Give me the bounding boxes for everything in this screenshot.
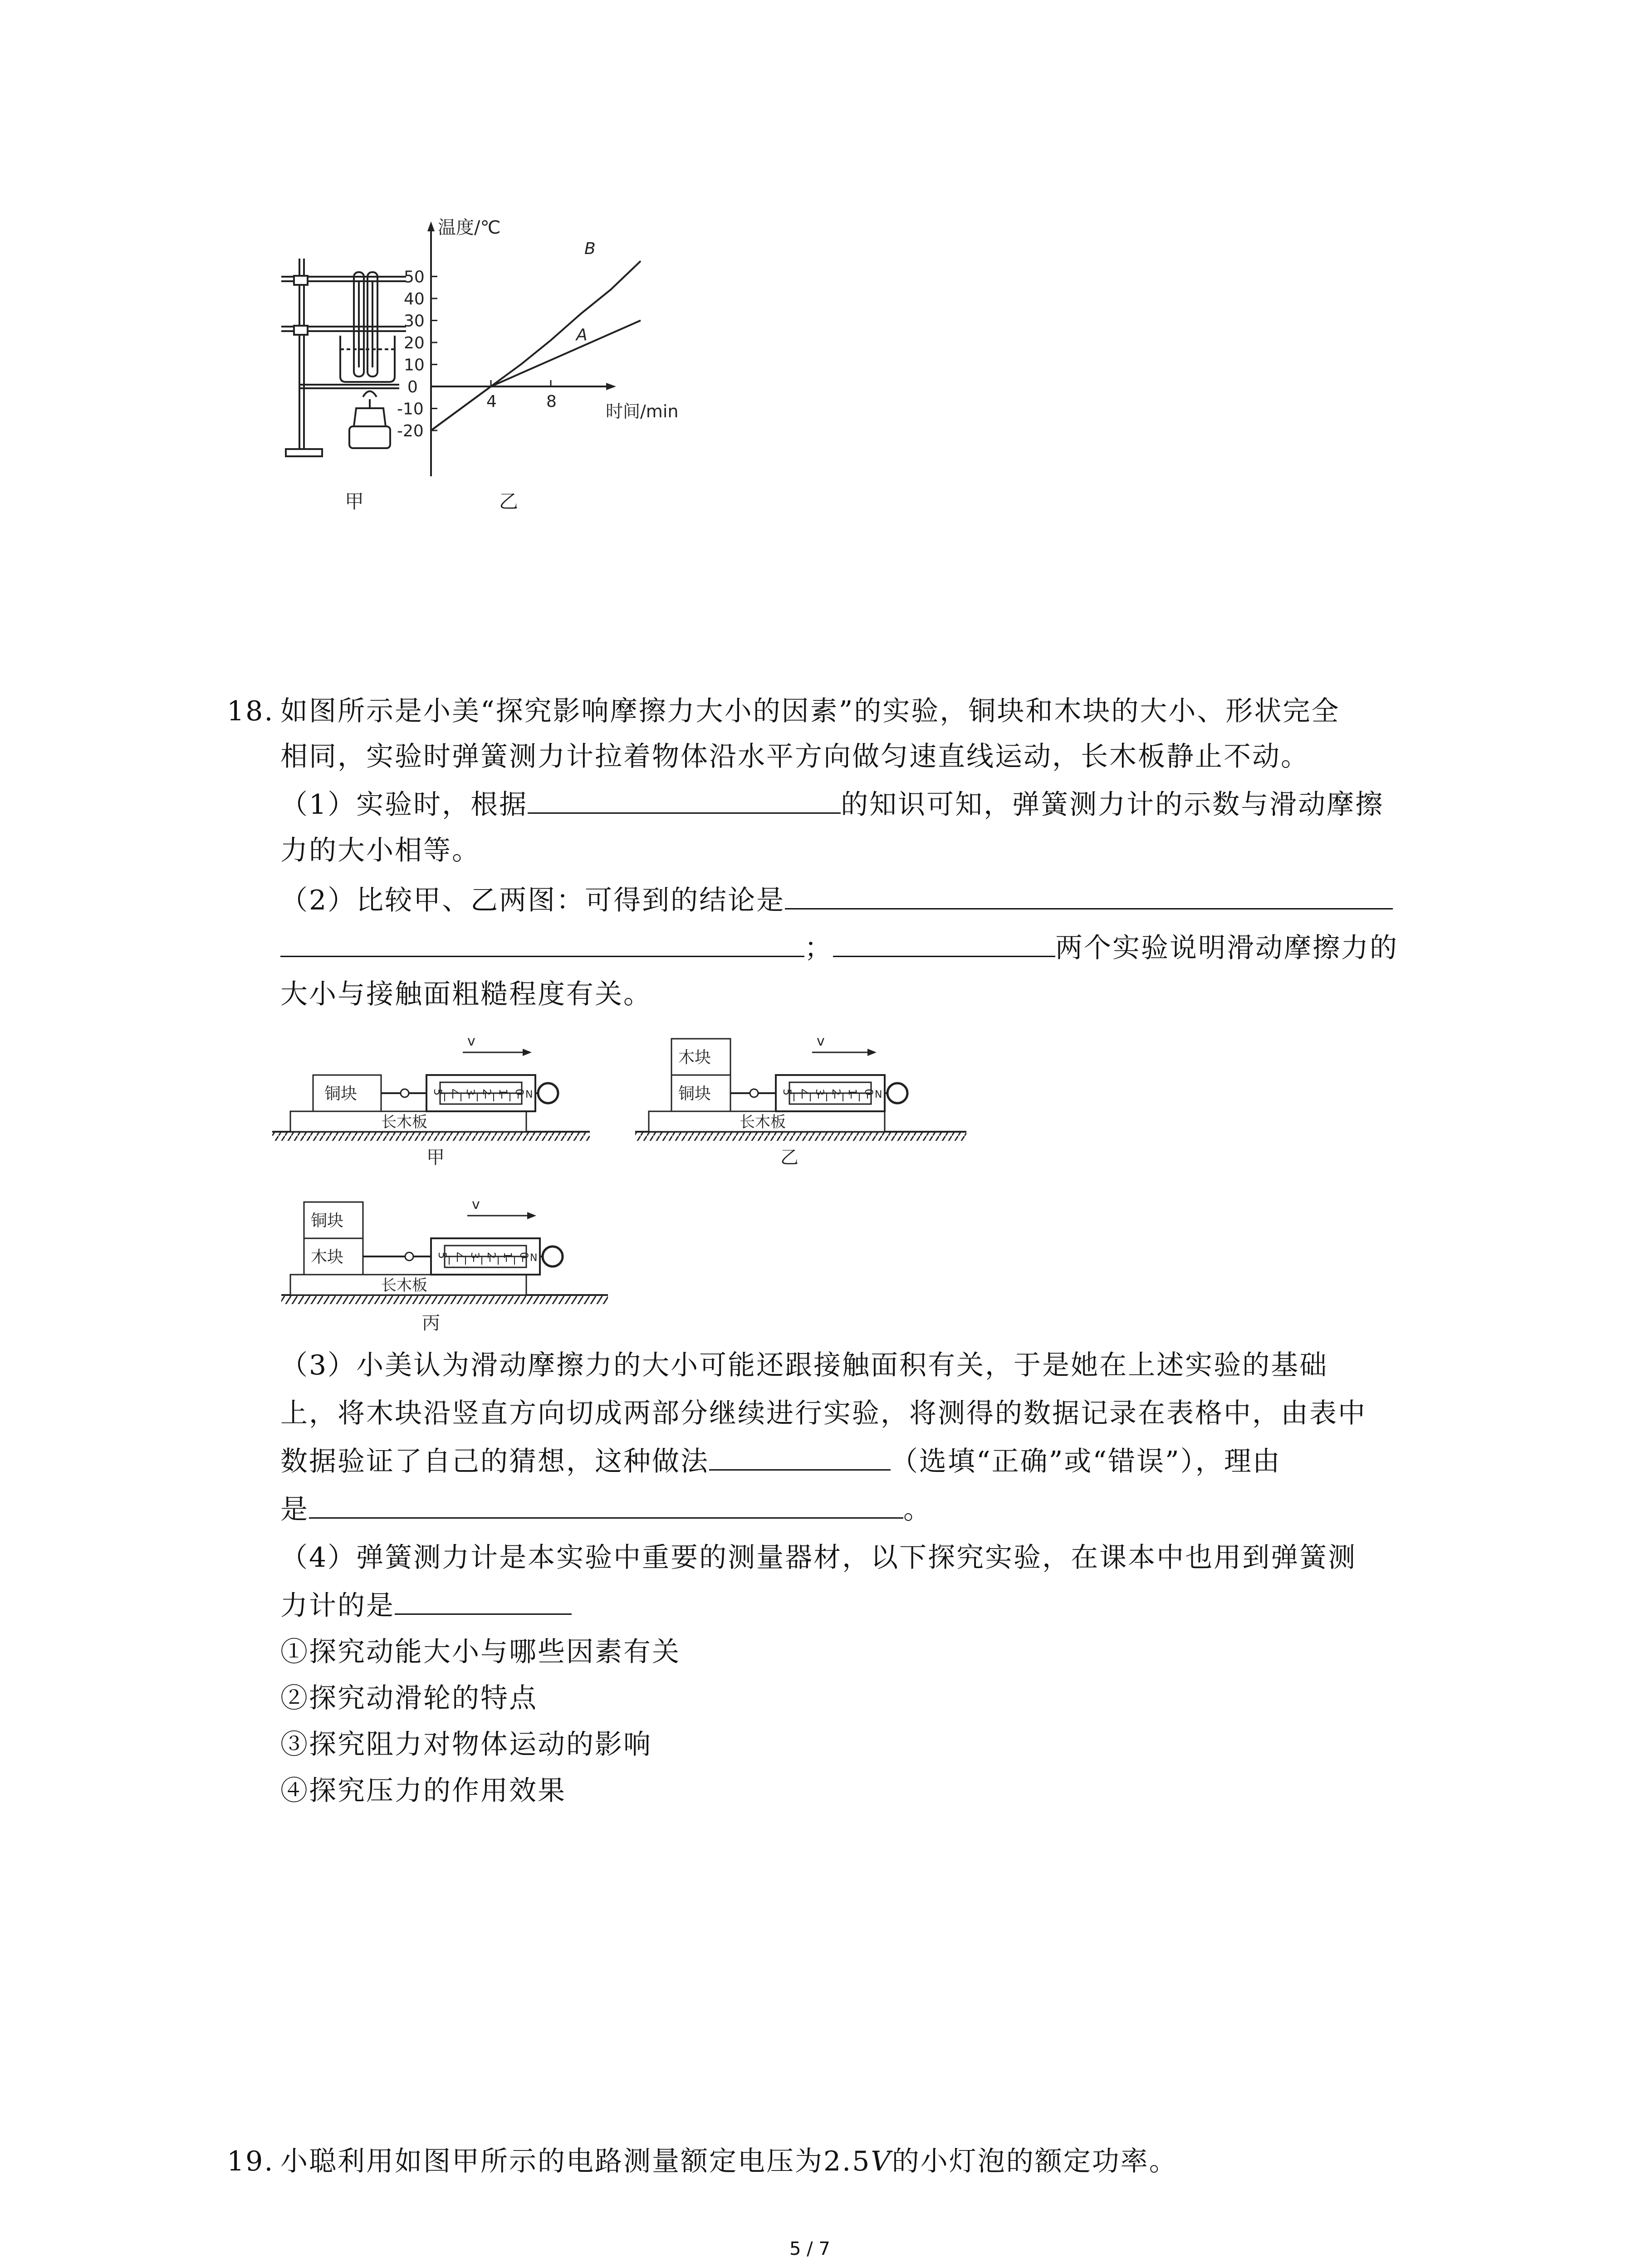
board-label: 长木板 — [381, 1113, 427, 1131]
heating-apparatus — [281, 259, 406, 456]
y-axis-label: 温度/℃ — [438, 217, 501, 238]
q18-part3-line4-after: 。 — [903, 1494, 932, 1525]
q18-part2-line1 — [280, 887, 1393, 914]
q18-part3-line3-after: （选填“正确”或“错误”），理由 — [891, 1446, 1281, 1477]
scale-digit: 3 — [469, 1252, 481, 1259]
figure-caption-bing: 丙 — [422, 1313, 440, 1334]
scale-digit: 4 — [452, 1252, 465, 1259]
velocity-label: v — [472, 1197, 480, 1212]
q19-text-after: 的小灯泡的额定功率。 — [892, 2146, 1178, 2177]
q18-part1-line2: 力的大小相等。 — [280, 835, 480, 866]
q18-part1-line1 — [280, 789, 1384, 821]
y-tick-label: 50 — [404, 268, 425, 287]
scale-digit: 5 — [431, 1089, 444, 1096]
q19-voltage-unit: V — [871, 2146, 892, 2177]
scale-digit: 0 — [862, 1089, 875, 1096]
q18-part3-line3-before: 数据验证了自己的猜想，这种做法 — [280, 1446, 709, 1477]
board-label: 长木板 — [381, 1276, 427, 1295]
scale-digit: 4 — [448, 1089, 460, 1096]
q18-option-3: ③探究阻力对物体运动的影响 — [280, 1729, 652, 1760]
scale-unit: N — [525, 1089, 533, 1100]
q18-part1-blank[interactable] — [528, 792, 841, 814]
scale-digit: 1 — [501, 1252, 514, 1259]
friction-figures — [272, 1016, 998, 1356]
friction-experiment-diagrams — [272, 1016, 998, 1356]
diagram-jia — [272, 1049, 590, 1141]
scale-digit: 4 — [797, 1089, 810, 1096]
scale-digit: 2 — [485, 1252, 498, 1259]
block-label-copper: 铜块 — [678, 1085, 711, 1103]
scale-digit: 1 — [846, 1089, 859, 1096]
scale-digit: 2 — [480, 1089, 493, 1096]
y-tick-label: 10 — [404, 356, 425, 375]
q19-number: 19. — [227, 2146, 274, 2177]
scale-digit: 2 — [830, 1089, 843, 1096]
q18-part4-line2-text: 力计的是 — [280, 1590, 395, 1622]
q18-part2-blank-c[interactable] — [833, 935, 1055, 957]
scale-digit: 5 — [781, 1089, 794, 1096]
scale-digit: 3 — [464, 1089, 477, 1096]
scale-digit: 0 — [518, 1252, 530, 1259]
q18-part2-before: （2）比较甲、乙两图：可得到的结论是 — [280, 885, 785, 916]
curve-label-a: A — [576, 326, 588, 344]
y-tick-label: 0 — [407, 378, 418, 396]
q18-intro-line2: 相同，实验时弹簧测力计拉着物体沿水平方向做匀速直线运动，长木板静止不动。 — [280, 741, 1309, 772]
velocity-label: v — [817, 1033, 825, 1049]
block-label-wood: 木块 — [678, 1048, 711, 1067]
y-tick-label: -20 — [397, 422, 424, 440]
board-label: 长木板 — [740, 1113, 786, 1131]
q18-part3-blank-b[interactable] — [309, 1496, 903, 1519]
y-tick-label: 30 — [404, 312, 425, 331]
q18-part3-line2: 上，将木块沿竖直方向切成两部分继续进行实验，将测得的数据记录在表格中，由表中 — [280, 1398, 1367, 1429]
figure-caption-jia: 甲 — [345, 490, 364, 513]
q18-part4-line1: （4）弹簧测力计是本实验中重要的测量器材，以下探究实验，在课本中也用到弹簧测 — [280, 1542, 1357, 1574]
figure-caption-jia: 甲 — [426, 1147, 445, 1168]
page-number: 5 / 7 — [789, 2239, 830, 2259]
figure-caption-yi: 乙 — [780, 1147, 798, 1168]
q18-part3-line4 — [280, 1496, 932, 1523]
q18-part2-line2 — [280, 934, 1398, 962]
velocity-label: v — [467, 1033, 475, 1049]
scale-unit: N — [530, 1252, 538, 1264]
q18-part2-semicolon: ； — [804, 932, 833, 964]
apparatus-and-graph — [272, 213, 726, 531]
curve-label-b: B — [584, 240, 596, 258]
q18-number: 18. — [227, 695, 274, 727]
x-axis-label: 时间/min — [606, 401, 679, 421]
x-tick-label: 8 — [546, 392, 557, 411]
q18-part2-blank-a[interactable] — [785, 887, 1393, 909]
q18-part3-line1: （3）小美认为滑动摩擦力的大小可能还跟接触面积有关，于是她在上述实验的基础 — [280, 1349, 1328, 1381]
q18-part1-after: 的知识可知，弹簧测力计的示数与滑动摩擦 — [841, 789, 1384, 821]
y-tick-label: -10 — [397, 400, 424, 419]
x-tick-label: 4 — [486, 392, 497, 411]
y-tick-label: 40 — [404, 290, 425, 308]
scale-digit: 5 — [436, 1252, 449, 1259]
block-label-copper: 铜块 — [324, 1085, 358, 1103]
scale-digit: 3 — [813, 1089, 826, 1096]
q18-part3-blank-a[interactable] — [709, 1448, 891, 1471]
q18-part3-line4-before: 是 — [280, 1494, 309, 1525]
q18-part2-blank-b[interactable] — [280, 935, 804, 957]
q18-option-2: ②探究动滑轮的特点 — [280, 1682, 538, 1714]
q18-part2-line3: 大小与接触面粗糙程度有关。 — [280, 978, 652, 1010]
q19-text-before: 小聪利用如图甲所示的电路测量额定电压为 — [280, 2146, 823, 2177]
q18-part1-before: （1）实验时，根据 — [280, 789, 528, 821]
q18-part4-line2 — [280, 1590, 572, 1622]
scale-digit: 0 — [513, 1089, 526, 1096]
q18-part3-line3 — [280, 1448, 1281, 1475]
scale-unit: N — [875, 1089, 882, 1100]
block-label-wood: 木块 — [311, 1248, 344, 1266]
q18-part4-blank[interactable] — [395, 1593, 572, 1615]
q18-part2-after: 两个实验说明滑动摩擦力的 — [1055, 932, 1398, 964]
y-tick-label: 20 — [404, 334, 425, 352]
q18-intro-line1: 如图所示是小美“探究影响摩擦力大小的因素”的实验，铜块和木块的大小、形状完全 — [280, 695, 1340, 727]
q19-voltage-num: 2.5 — [823, 2146, 871, 2177]
figure-caption-yi: 乙 — [499, 490, 519, 513]
block-label-copper: 铜块 — [311, 1212, 344, 1230]
temperature-graph — [397, 217, 678, 476]
q18-option-1: ①探究动能大小与哪些因素有关 — [280, 1636, 681, 1668]
scale-digit: 1 — [497, 1089, 509, 1096]
top-figure — [272, 213, 726, 531]
q18-option-4: ④探究压力的作用效果 — [280, 1775, 566, 1807]
q19-text — [280, 2148, 1178, 2175]
